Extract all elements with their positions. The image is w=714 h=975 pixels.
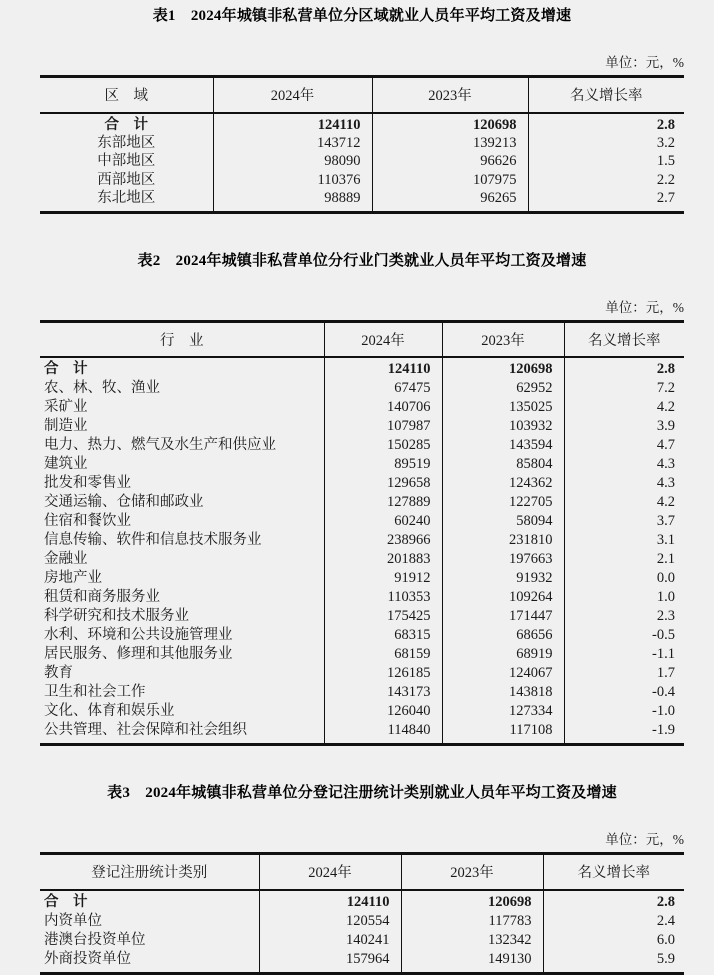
cell-value: 3.9 — [656, 418, 675, 435]
table-row — [40, 357, 684, 379]
column-header: 2024年 — [213, 77, 372, 113]
cell-value: 149130 — [401, 950, 543, 974]
table-row — [40, 569, 684, 588]
cell-value: 98090 — [213, 152, 372, 170]
cell-value: 96626 — [372, 152, 528, 170]
table2-section — [40, 252, 684, 747]
table-row — [40, 683, 684, 702]
cell-value: 231810 — [442, 531, 564, 550]
column-header: 行 业 — [40, 321, 324, 357]
cell-value: 124362 — [442, 474, 564, 493]
cell-value: 124110 — [213, 113, 372, 134]
column-header: 2023年 — [442, 321, 564, 357]
wage-by-industry-table — [40, 320, 684, 747]
table-row — [40, 950, 684, 974]
wage-by-registration-type-table — [40, 852, 684, 975]
table1-unit-label: 单位：元，% — [605, 55, 684, 70]
column-header: 2023年 — [372, 77, 528, 113]
row-label: 港澳台投资单位 — [40, 931, 259, 950]
column-header: 登记注册统计类别 — [40, 854, 259, 890]
cell-value: 68315 — [324, 626, 442, 645]
cell-value: 6.0 — [656, 931, 675, 948]
row-label: 文化、体育和娱乐业 — [40, 702, 324, 721]
cell-value: 117108 — [442, 721, 564, 745]
table-row — [40, 474, 684, 493]
cell-value: 127889 — [324, 493, 442, 512]
row-label: 租赁和商务服务业 — [40, 588, 324, 607]
table-row — [40, 912, 684, 931]
table-row — [40, 512, 684, 531]
cell-value: 143173 — [324, 683, 442, 702]
table-header-row — [40, 321, 684, 357]
cell-value: 109264 — [442, 588, 564, 607]
table-row — [40, 189, 684, 212]
column-header: 2024年 — [324, 321, 442, 357]
cell-value: 4.7 — [656, 437, 675, 454]
cell-value: 2.7 — [656, 190, 675, 207]
cell-value: 120698 — [372, 113, 528, 134]
column-header: 2024年 — [259, 854, 401, 890]
cell-value: 140241 — [259, 931, 401, 950]
cell-value: 4.2 — [656, 399, 675, 416]
cell-value: 197663 — [442, 550, 564, 569]
cell-value: 120698 — [442, 357, 564, 379]
row-label: 住宿和餐饮业 — [40, 512, 324, 531]
cell-value: 4.2 — [656, 494, 675, 511]
row-label: 建筑业 — [40, 455, 324, 474]
row-label: 居民服务、修理和其他服务业 — [40, 645, 324, 664]
cell-value: 1.0 — [656, 589, 675, 606]
wage-by-region-table — [40, 75, 684, 214]
table-row — [40, 588, 684, 607]
cell-value: 68919 — [442, 645, 564, 664]
cell-value: -0.4 — [652, 684, 675, 701]
table3-unit-label: 单位：元，% — [605, 832, 684, 848]
row-label: 合 计 — [40, 890, 259, 912]
cell-value: 132342 — [401, 931, 543, 950]
table3-section — [40, 784, 684, 975]
row-label: 合 计 — [40, 113, 213, 134]
table-row — [40, 550, 684, 569]
table-row — [40, 531, 684, 550]
row-label: 房地产业 — [40, 569, 324, 588]
table-header-row — [40, 77, 684, 113]
cell-value: 7.2 — [656, 380, 675, 397]
cell-value: 126040 — [324, 702, 442, 721]
table-row — [40, 436, 684, 455]
cell-value: 107987 — [324, 417, 442, 436]
row-label: 信息传输、软件和信息技术服务业 — [40, 531, 324, 550]
cell-value: 157964 — [259, 950, 401, 974]
cell-value: 58094 — [442, 512, 564, 531]
row-label: 外商投资单位 — [40, 950, 259, 974]
table-row — [40, 455, 684, 474]
row-label: 采矿业 — [40, 398, 324, 417]
row-label: 金融业 — [40, 550, 324, 569]
row-label: 电力、热力、燃气及水生产和供应业 — [40, 436, 324, 455]
table-row — [40, 645, 684, 664]
row-label: 中部地区 — [40, 152, 213, 170]
cell-value: 238966 — [324, 531, 442, 550]
cell-value: 3.7 — [656, 513, 675, 530]
cell-value: 3.1 — [656, 532, 675, 549]
column-header: 区 域 — [40, 77, 213, 113]
row-label: 教育 — [40, 664, 324, 683]
cell-value: 120554 — [259, 912, 401, 931]
cell-value: 98889 — [213, 189, 372, 212]
cell-value: 2.3 — [656, 608, 675, 625]
table1-section — [40, 7, 684, 214]
row-label: 东部地区 — [40, 134, 213, 152]
cell-value: 122705 — [442, 493, 564, 512]
cell-value: 143594 — [442, 436, 564, 455]
cell-value: 120698 — [401, 890, 543, 912]
cell-value: 4.3 — [656, 475, 675, 492]
table-row — [40, 626, 684, 645]
table1-title: 表1 2024年城镇非私营单位分区域就业人员年平均工资及增速 — [152, 8, 572, 24]
row-label: 东北地区 — [40, 189, 213, 212]
table-header-row — [40, 854, 684, 890]
cell-value: 124110 — [324, 357, 442, 379]
table-row — [40, 664, 684, 683]
cell-value: 110376 — [213, 171, 372, 189]
row-label: 水利、环境和公共设施管理业 — [40, 626, 324, 645]
cell-value: 1.5 — [656, 153, 675, 170]
table-row — [40, 721, 684, 745]
row-label: 西部地区 — [40, 171, 213, 189]
cell-value: -1.0 — [652, 703, 675, 720]
row-label: 公共管理、社会保障和社会组织 — [40, 721, 324, 745]
table-row — [40, 417, 684, 436]
cell-value: 2.8 — [656, 361, 675, 378]
table2-unit-label: 单位：元，% — [605, 299, 684, 315]
cell-value: 201883 — [324, 550, 442, 569]
row-label: 合 计 — [40, 357, 324, 379]
cell-value: 68159 — [324, 645, 442, 664]
row-label: 农、林、牧、渔业 — [40, 379, 324, 398]
cell-value: 2.8 — [656, 893, 675, 910]
cell-value: 129658 — [324, 474, 442, 493]
cell-value: 140706 — [324, 398, 442, 417]
cell-value: 107975 — [372, 171, 528, 189]
table-row — [40, 890, 684, 912]
cell-value: 110353 — [324, 588, 442, 607]
cell-value: 3.2 — [656, 134, 675, 151]
row-label: 科学研究和技术服务业 — [40, 607, 324, 626]
cell-value: 135025 — [442, 398, 564, 417]
cell-value: 127334 — [442, 702, 564, 721]
cell-value: 124110 — [259, 890, 401, 912]
cell-value: 139213 — [372, 134, 528, 152]
cell-value: 85804 — [442, 455, 564, 474]
row-label: 交通运输、仓储和邮政业 — [40, 493, 324, 512]
cell-value: 117783 — [401, 912, 543, 931]
column-header: 名义增长率 — [528, 77, 684, 113]
column-header: 2023年 — [401, 854, 543, 890]
table-row — [40, 607, 684, 626]
cell-value: 4.3 — [656, 456, 675, 473]
cell-value: -1.9 — [652, 722, 675, 739]
table-row — [40, 398, 684, 417]
cell-value: -0.5 — [652, 627, 675, 644]
cell-value: 2.4 — [656, 912, 675, 929]
cell-value: 2.2 — [656, 171, 675, 188]
column-header: 名义增长率 — [564, 321, 684, 357]
table-row — [40, 931, 684, 950]
cell-value: 171447 — [442, 607, 564, 626]
cell-value: 126185 — [324, 664, 442, 683]
cell-value: 67475 — [324, 379, 442, 398]
table-row — [40, 171, 684, 189]
row-label: 卫生和社会工作 — [40, 683, 324, 702]
cell-value: 62952 — [442, 379, 564, 398]
table-row — [40, 152, 684, 170]
row-label: 内资单位 — [40, 912, 259, 931]
cell-value: 91932 — [442, 569, 564, 588]
cell-value: 2.8 — [656, 116, 675, 133]
cell-value: 5.9 — [656, 951, 675, 968]
table3-title: 表3 2024年城镇非私营单位分登记注册统计类别就业人员年平均工资及增速 — [107, 785, 617, 802]
table-row — [40, 134, 684, 152]
table-row — [40, 493, 684, 512]
cell-value: 103932 — [442, 417, 564, 436]
cell-value: 143818 — [442, 683, 564, 702]
table-row — [40, 379, 684, 398]
cell-value: 96265 — [372, 189, 528, 212]
cell-value: 91912 — [324, 569, 442, 588]
row-label: 制造业 — [40, 417, 324, 436]
cell-value: -1.1 — [652, 646, 675, 663]
cell-value: 60240 — [324, 512, 442, 531]
row-label: 批发和零售业 — [40, 474, 324, 493]
cell-value: 143712 — [213, 134, 372, 152]
cell-value: 2.1 — [656, 551, 675, 568]
table-row — [40, 113, 684, 134]
cell-value: 150285 — [324, 436, 442, 455]
table-row — [40, 702, 684, 721]
cell-value: 175425 — [324, 607, 442, 626]
cell-value: 124067 — [442, 664, 564, 683]
cell-value: 114840 — [324, 721, 442, 745]
cell-value: 89519 — [324, 455, 442, 474]
cell-value: 1.7 — [656, 665, 675, 682]
table2-title: 表2 2024年城镇非私营单位分行业门类就业人员年平均工资及增速 — [137, 252, 587, 269]
cell-value: 68656 — [442, 626, 564, 645]
cell-value: 0.0 — [656, 570, 675, 587]
column-header: 名义增长率 — [543, 854, 684, 890]
